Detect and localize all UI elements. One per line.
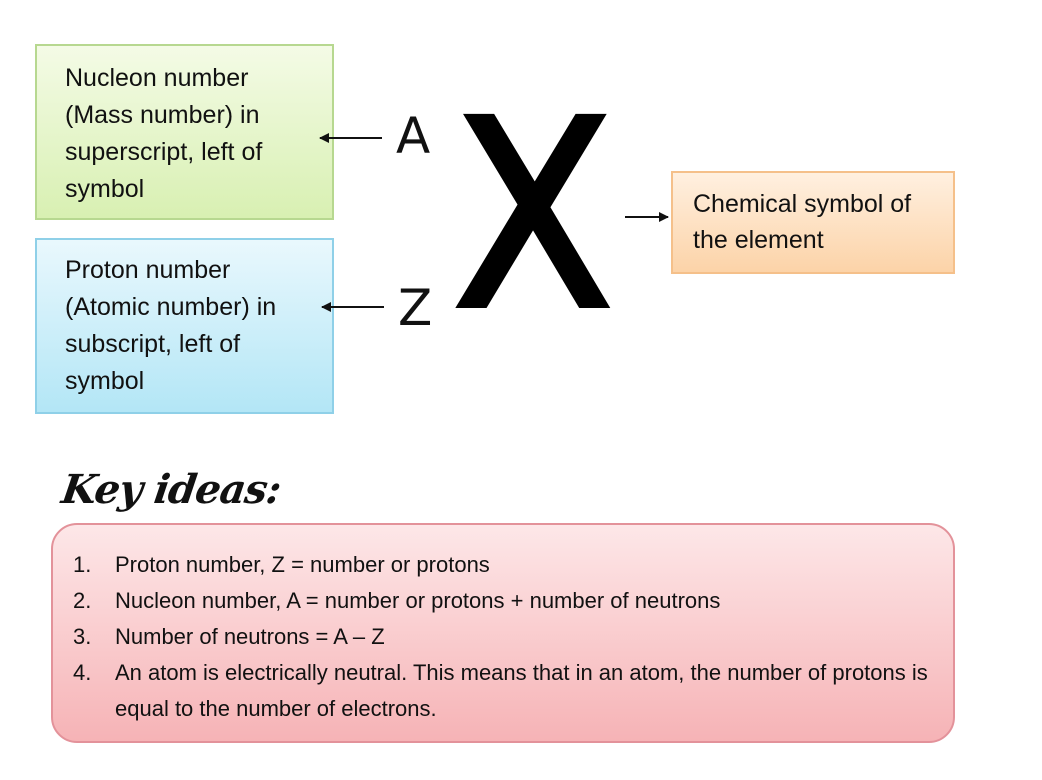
- key-idea-text: Proton number, Z = number or protons: [115, 552, 490, 577]
- proton-number-label: Proton number (Atomic number) in subscript, left of symbol: [65, 256, 277, 395]
- chemical-symbol-label: Chemical symbol of the element: [693, 190, 912, 254]
- nucleon-number-label: Nucleon number (Mass number) in superscript, left of symbol: [65, 64, 263, 203]
- key-idea-number: 3.: [73, 624, 92, 649]
- key-ideas-list: [73, 547, 933, 727]
- key-idea-item: [73, 547, 933, 583]
- key-ideas-box: [51, 523, 955, 743]
- key-idea-item: [73, 619, 933, 655]
- key-idea-item: [73, 655, 933, 727]
- key-ideas-title: Key ideas:: [58, 466, 284, 513]
- key-idea-number: 2.: [73, 588, 92, 613]
- key-idea-number: 4.: [73, 660, 92, 685]
- atomic-number-symbol: Z: [398, 279, 433, 337]
- key-idea-text: An atom is electrically neutral. This means that in an atom, the number of protons is equal to the number of electrons.: [115, 660, 928, 721]
- key-idea-item: [73, 583, 933, 619]
- key-idea-text: Nucleon number, A = number or protons + number of neutrons: [115, 588, 721, 613]
- element-symbol: X: [453, 65, 613, 366]
- key-idea-text: Number of neutrons = A – Z: [115, 624, 385, 649]
- mass-number-symbol: A: [396, 107, 431, 165]
- key-idea-number: 1.: [73, 552, 92, 577]
